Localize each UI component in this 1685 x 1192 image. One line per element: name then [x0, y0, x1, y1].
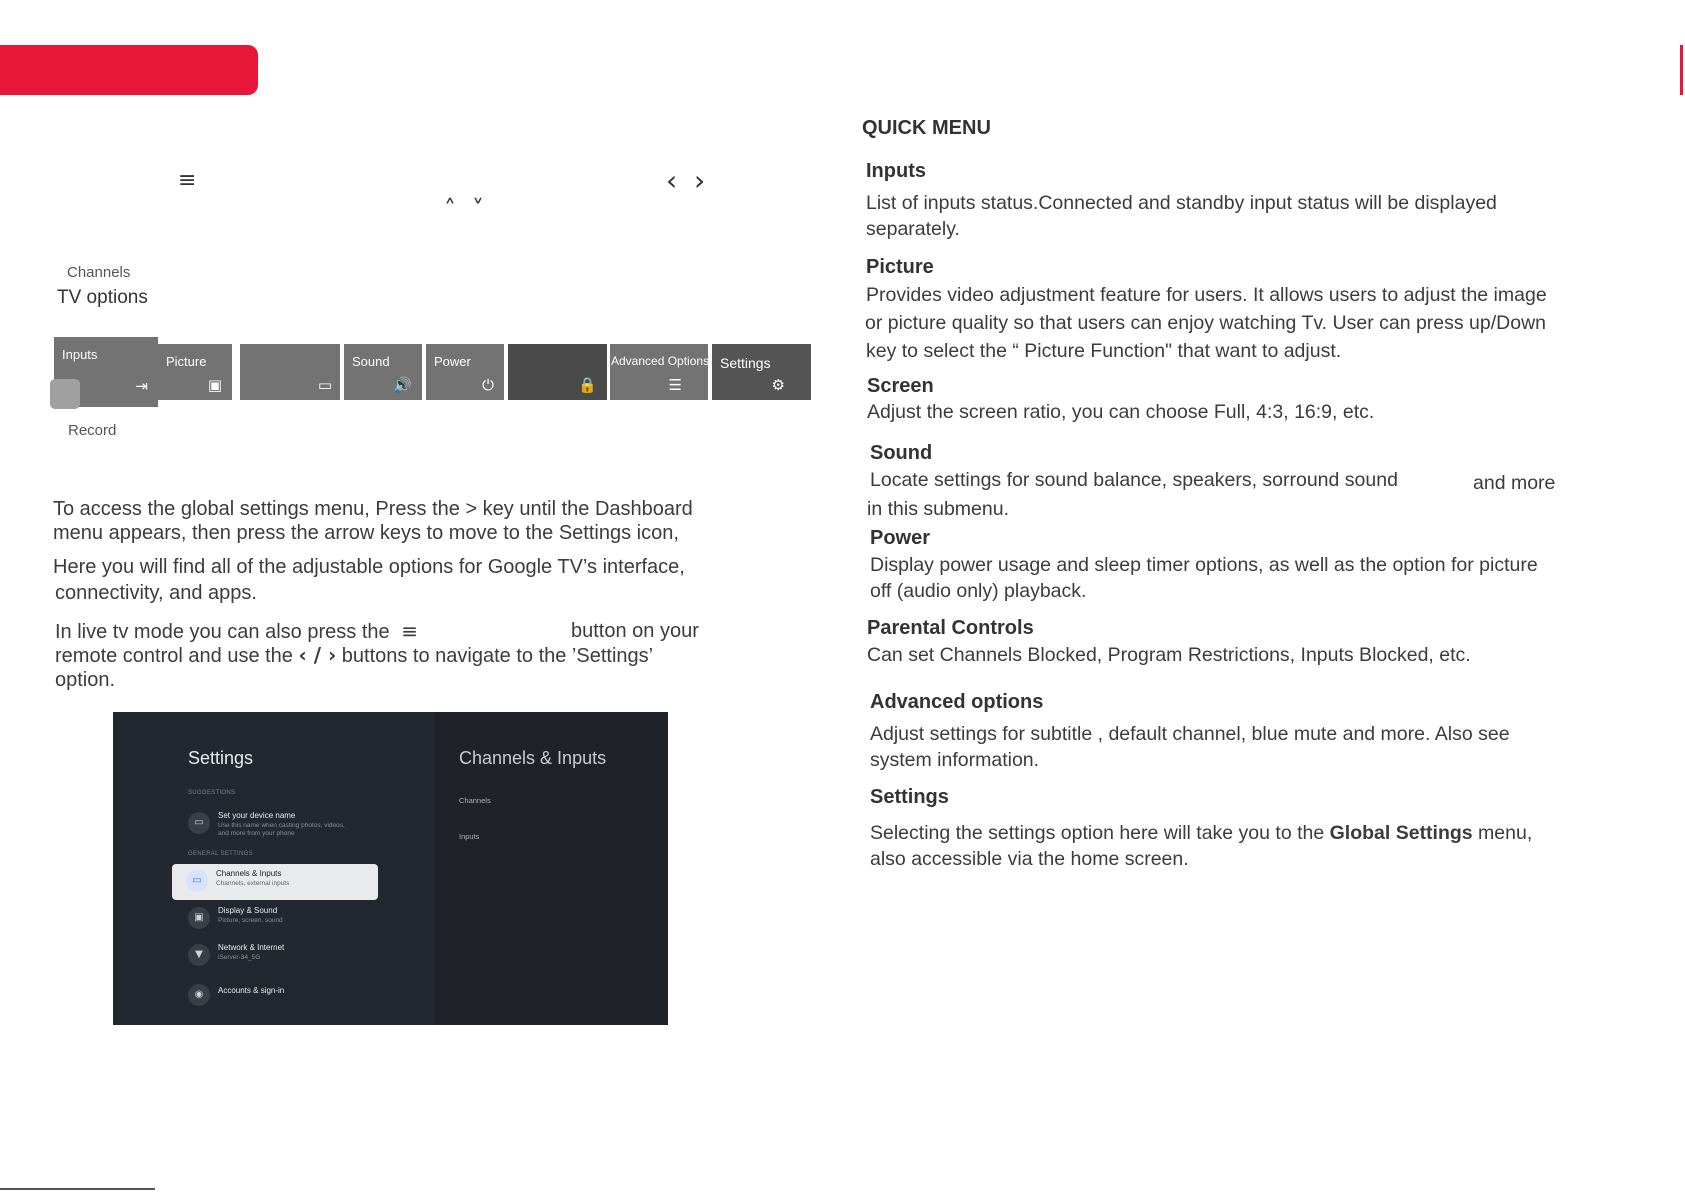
settings-item-subtitle: Channels, external inputs [216, 880, 290, 887]
settings-detail-pane [435, 712, 668, 1025]
settings-item-device-name[interactable] [188, 806, 408, 842]
instruction-line: menu appears, then press the arrow keys to move to the Settings icon, [53, 522, 679, 544]
record-label: Record [68, 422, 117, 439]
gear-icon: ⚙ [771, 376, 785, 394]
section-title-picture: Picture [866, 256, 934, 278]
tile-power[interactable] [426, 344, 504, 400]
tile-settings[interactable] [712, 344, 811, 400]
section-text: also accessible via the home screen. [870, 848, 1189, 870]
instruction-line: connectivity, and apps. [55, 582, 257, 604]
section-text: Locate settings for sound balance, speakers, sorround sound [870, 469, 1398, 491]
settings-item-display-sound[interactable] [188, 901, 408, 937]
settings-item-subtitle: Use this name when casting photos, videos, [218, 822, 345, 829]
tile-label: Inputs [62, 347, 98, 362]
quick-menu-heading: QUICK MENU [862, 117, 991, 139]
settings-item-title: Network & Internet [218, 943, 285, 952]
edge-accent-bar [1680, 45, 1683, 95]
section-text: or picture quality so that users can enjoy watching Tv. User can press up/Down [865, 312, 1547, 334]
section-text: key to select the “ Picture Function" that want to adjust. [866, 340, 1342, 362]
section-text: Adjust settings for subtitle , default channel, blue mute and more. Also see [870, 723, 1510, 745]
tv-options-title: TV options [57, 287, 148, 308]
tile-screen[interactable] [240, 344, 340, 400]
section-title-parental-controls: Parental Controls [867, 617, 1034, 639]
tile-picture[interactable] [158, 344, 232, 400]
section-title-inputs: Inputs [866, 160, 926, 182]
footer-rule [0, 1188, 155, 1190]
section-title-screen: Screen [867, 375, 934, 397]
section-text: List of inputs status.Connected and standby input status will be displayed [866, 192, 1497, 214]
section-text: Adjust the screen ratio, you can choose Full, 4:3, 16:9, etc. [867, 401, 1375, 423]
cast-icon: ▭ [188, 812, 210, 834]
section-text [870, 820, 1532, 847]
section-text: Display power usage and sleep timer options, as well as the option for picture [870, 554, 1538, 576]
section-text: system information. [870, 749, 1040, 771]
instruction-line [55, 619, 418, 645]
focus-indicator [50, 379, 80, 409]
chevron-left-icon: ‹ [666, 164, 678, 197]
instruction-text: In live tv mode you can also press the [55, 621, 390, 643]
section-label: SUGGESTIONS [188, 790, 236, 796]
chevron-nav-icon: ‹ / › [298, 643, 337, 667]
chevron-up-icon: ˄ [444, 195, 456, 223]
menu-icon: ≡ [401, 619, 418, 643]
section-label: GENERAL SETTINGS [188, 851, 253, 857]
tile-label: Sound [352, 354, 390, 369]
settings-item-subtitle: iServer-34_5G [218, 954, 261, 961]
settings-item-title: Display & Sound [218, 906, 278, 915]
section-title-advanced-options: Advanced options [870, 691, 1044, 713]
menu-icon: ≡ [178, 168, 197, 193]
section-title-sound: Sound [870, 442, 933, 464]
instruction-text: remote control and use the [55, 645, 293, 667]
header-accent-bar [0, 45, 258, 95]
section-text: off (audio only) playback. [870, 580, 1087, 602]
channels-label: Channels [67, 264, 131, 281]
account-icon: ◉ [188, 984, 210, 1006]
screen-icon: ▭ [317, 376, 332, 394]
plug-icon: ⏻ [482, 376, 494, 394]
section-text: Provides video adjustment feature for users. It allows users to adjust the image [866, 284, 1547, 306]
settings-title: Settings [188, 748, 254, 768]
chevron-right-icon: › [694, 164, 706, 197]
instruction-line: Here you will find all of the adjustable options for Google TV’s interface, [53, 556, 685, 578]
section-title-power: Power [870, 527, 931, 549]
settings-item-subtitle: Picture, screen, sound [218, 917, 283, 924]
settings-item-channels-inputs[interactable] [172, 864, 378, 900]
tile-label: Settings [720, 355, 771, 371]
display-icon: ▣ [188, 907, 210, 929]
settings-item-network[interactable] [188, 938, 408, 974]
instruction-text: buttons to navigate to the ’Settings’ [341, 645, 654, 667]
instruction-line [55, 643, 653, 669]
tv-icon: ▭ [186, 870, 208, 892]
section-text: and more [1473, 472, 1556, 494]
tile-label: Picture [166, 354, 207, 369]
settings-item-subtitle: and more from your phone [218, 830, 295, 837]
speaker-icon: 🔊 [393, 376, 412, 394]
input-icon: ⇥ [135, 377, 148, 395]
instruction-line: option. [55, 669, 116, 691]
picture-icon: ▣ [207, 376, 222, 394]
settings-item-title: Accounts & sign-in [218, 986, 285, 995]
tile-sound[interactable] [344, 344, 422, 400]
tile-label: Power [434, 354, 471, 369]
settings-item-accounts[interactable] [188, 978, 408, 1014]
detail-item-inputs[interactable]: Inputs [459, 832, 480, 841]
settings-text: menu, [1472, 822, 1533, 844]
section-text: separately. [866, 218, 960, 240]
settings-text: Selecting the settings option here will take you to the [870, 822, 1330, 844]
instruction-line: To access the global settings menu, Press the > key until the Dashboard [53, 498, 693, 520]
tile-advanced-options[interactable] [610, 344, 708, 400]
global-settings-emphasis: Global Settings [1329, 822, 1473, 844]
instruction-text: button on your [571, 620, 699, 642]
detail-item-channels[interactable]: Channels [459, 796, 491, 805]
chevron-down-icon: ˅ [472, 195, 484, 223]
tile-label: Advanced Options [611, 354, 710, 368]
tile-parental-controls[interactable] [508, 344, 607, 400]
wifi-icon: ▼ [188, 944, 210, 966]
section-text: in this submenu. [867, 498, 1009, 520]
settings-item-title: Set your device name [218, 811, 296, 820]
detail-title: Channels & Inputs [459, 748, 607, 768]
list-icon: ☰ [668, 376, 682, 394]
settings-item-title: Channels & Inputs [216, 869, 282, 878]
section-text: Can set Channels Blocked, Program Restrictions, Inputs Blocked, etc. [867, 644, 1471, 666]
settings-screenshot [113, 712, 668, 1025]
section-title-settings: Settings [870, 786, 949, 808]
lock-icon: 🔒 [578, 376, 597, 394]
